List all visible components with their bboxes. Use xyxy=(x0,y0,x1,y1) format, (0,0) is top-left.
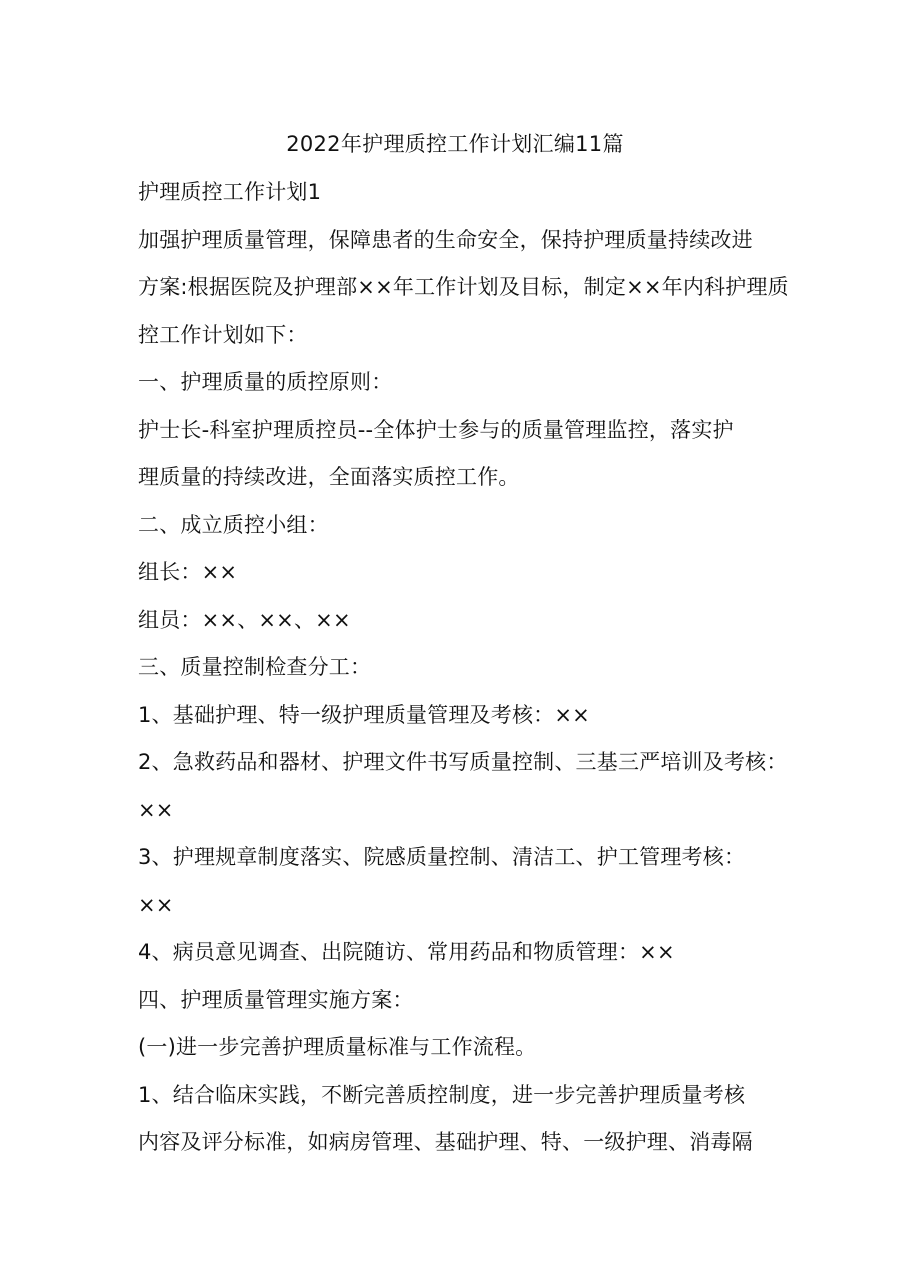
text-line: 控工作计划如下： xyxy=(138,322,308,347)
text-line: (一)进一步完善护理质量标准与工作流程。 xyxy=(138,1035,537,1059)
text-line: 一、护理质量的质控原则： xyxy=(138,370,393,394)
text-line: 2、急救药品和器材、护理文件书写质量控制、三基三严培训及考核： xyxy=(138,750,788,774)
text-line: 1、基础护理、特一级护理质量管理及考核：×× xyxy=(138,702,590,727)
text-line: 3、护理规章制度落实、院感质量控制、清洁工、护工管理考核： xyxy=(138,845,746,869)
text-line: 四、护理质量管理实施方案： xyxy=(138,987,414,1012)
text-line: 护士长-科室护理质控员--全体护士参与的质量管理监控，落实护 xyxy=(138,417,734,442)
text-line: 理质量的持续改进，全面落实质控工作。 xyxy=(138,465,520,489)
text-line: 加强护理质量管理，保障患者的生命安全，保持护理质量持续改进 xyxy=(138,227,753,252)
text-line: 1、结合临床实践，不断完善质控制度，进一步完善护理质量考核 xyxy=(138,1082,746,1107)
text-line: 护理质控工作计划1 xyxy=(138,180,322,204)
text-line: 组员：××、××、×× xyxy=(138,607,351,632)
text-line: 二、成立质控小组： xyxy=(138,512,329,537)
text-line: 方案:根据医院及护理部××年工作计划及目标，制定××年内科护理质 xyxy=(138,275,789,299)
text-line: 内容及评分标准，如病房管理、基础护理、特、一级护理、消毒隔 xyxy=(138,1130,753,1154)
document-body xyxy=(138,174,788,1172)
text-line: ×× xyxy=(138,892,174,917)
text-line: 4、病员意见调查、出院随访、常用药品和物质管理：×× xyxy=(138,940,675,964)
text-line: 三、质量控制检查分工： xyxy=(138,655,372,679)
document-title: 2022年护理质控工作计划汇编11篇 xyxy=(286,132,624,156)
text-line: 组长：×× xyxy=(138,560,238,584)
text-line: ×× xyxy=(138,797,174,822)
